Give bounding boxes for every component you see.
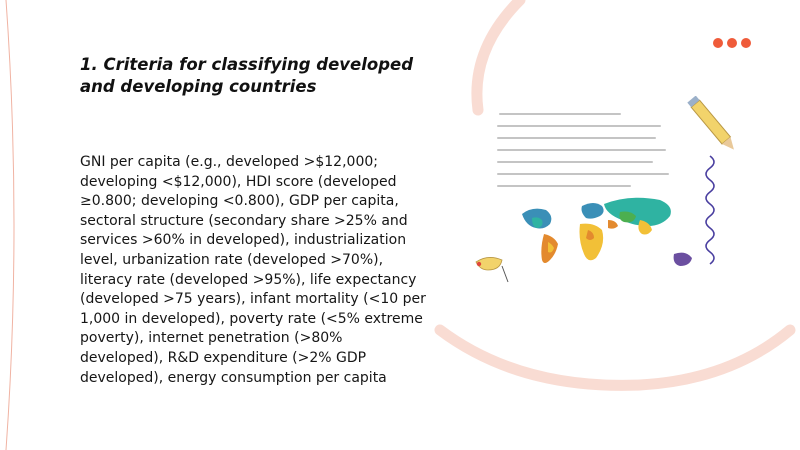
pencil-icon bbox=[687, 96, 738, 153]
ring-arc-bottom bbox=[440, 330, 790, 385]
dot-2 bbox=[727, 38, 737, 48]
scribble-lines bbox=[498, 114, 668, 186]
ring-arc-top bbox=[477, 0, 520, 110]
dot-3 bbox=[741, 38, 751, 48]
criteria-text: GNI per capita (e.g., developed >$12,000; developing <$12,000), HDI score (developed ≥0.800; developing <0.800), GDP per capita, sectoral structure (secondary share >25% and services >60% in developed), industrialization level, urbanization rate (developed >70%), literacy rate (developed >95%), life expectancy (developed >75 years), infant mortality (<10 per 1,000 in developed), poverty rate (<5% extreme poverty), internet penetration (>80% developed), R&D expenditure (>2% GDP developed), energy consumption per capita bbox=[80, 154, 426, 386]
slide-title: 1. Criteria for classifying developed and developing countries bbox=[80, 55, 414, 96]
dot-1 bbox=[713, 38, 723, 48]
flag-icon bbox=[476, 257, 508, 282]
world-map-illustration bbox=[470, 96, 740, 296]
menu-dots bbox=[713, 38, 751, 48]
left-edge-curve bbox=[6, 0, 14, 450]
squiggle bbox=[706, 156, 714, 264]
world-map-icon bbox=[522, 198, 692, 266]
